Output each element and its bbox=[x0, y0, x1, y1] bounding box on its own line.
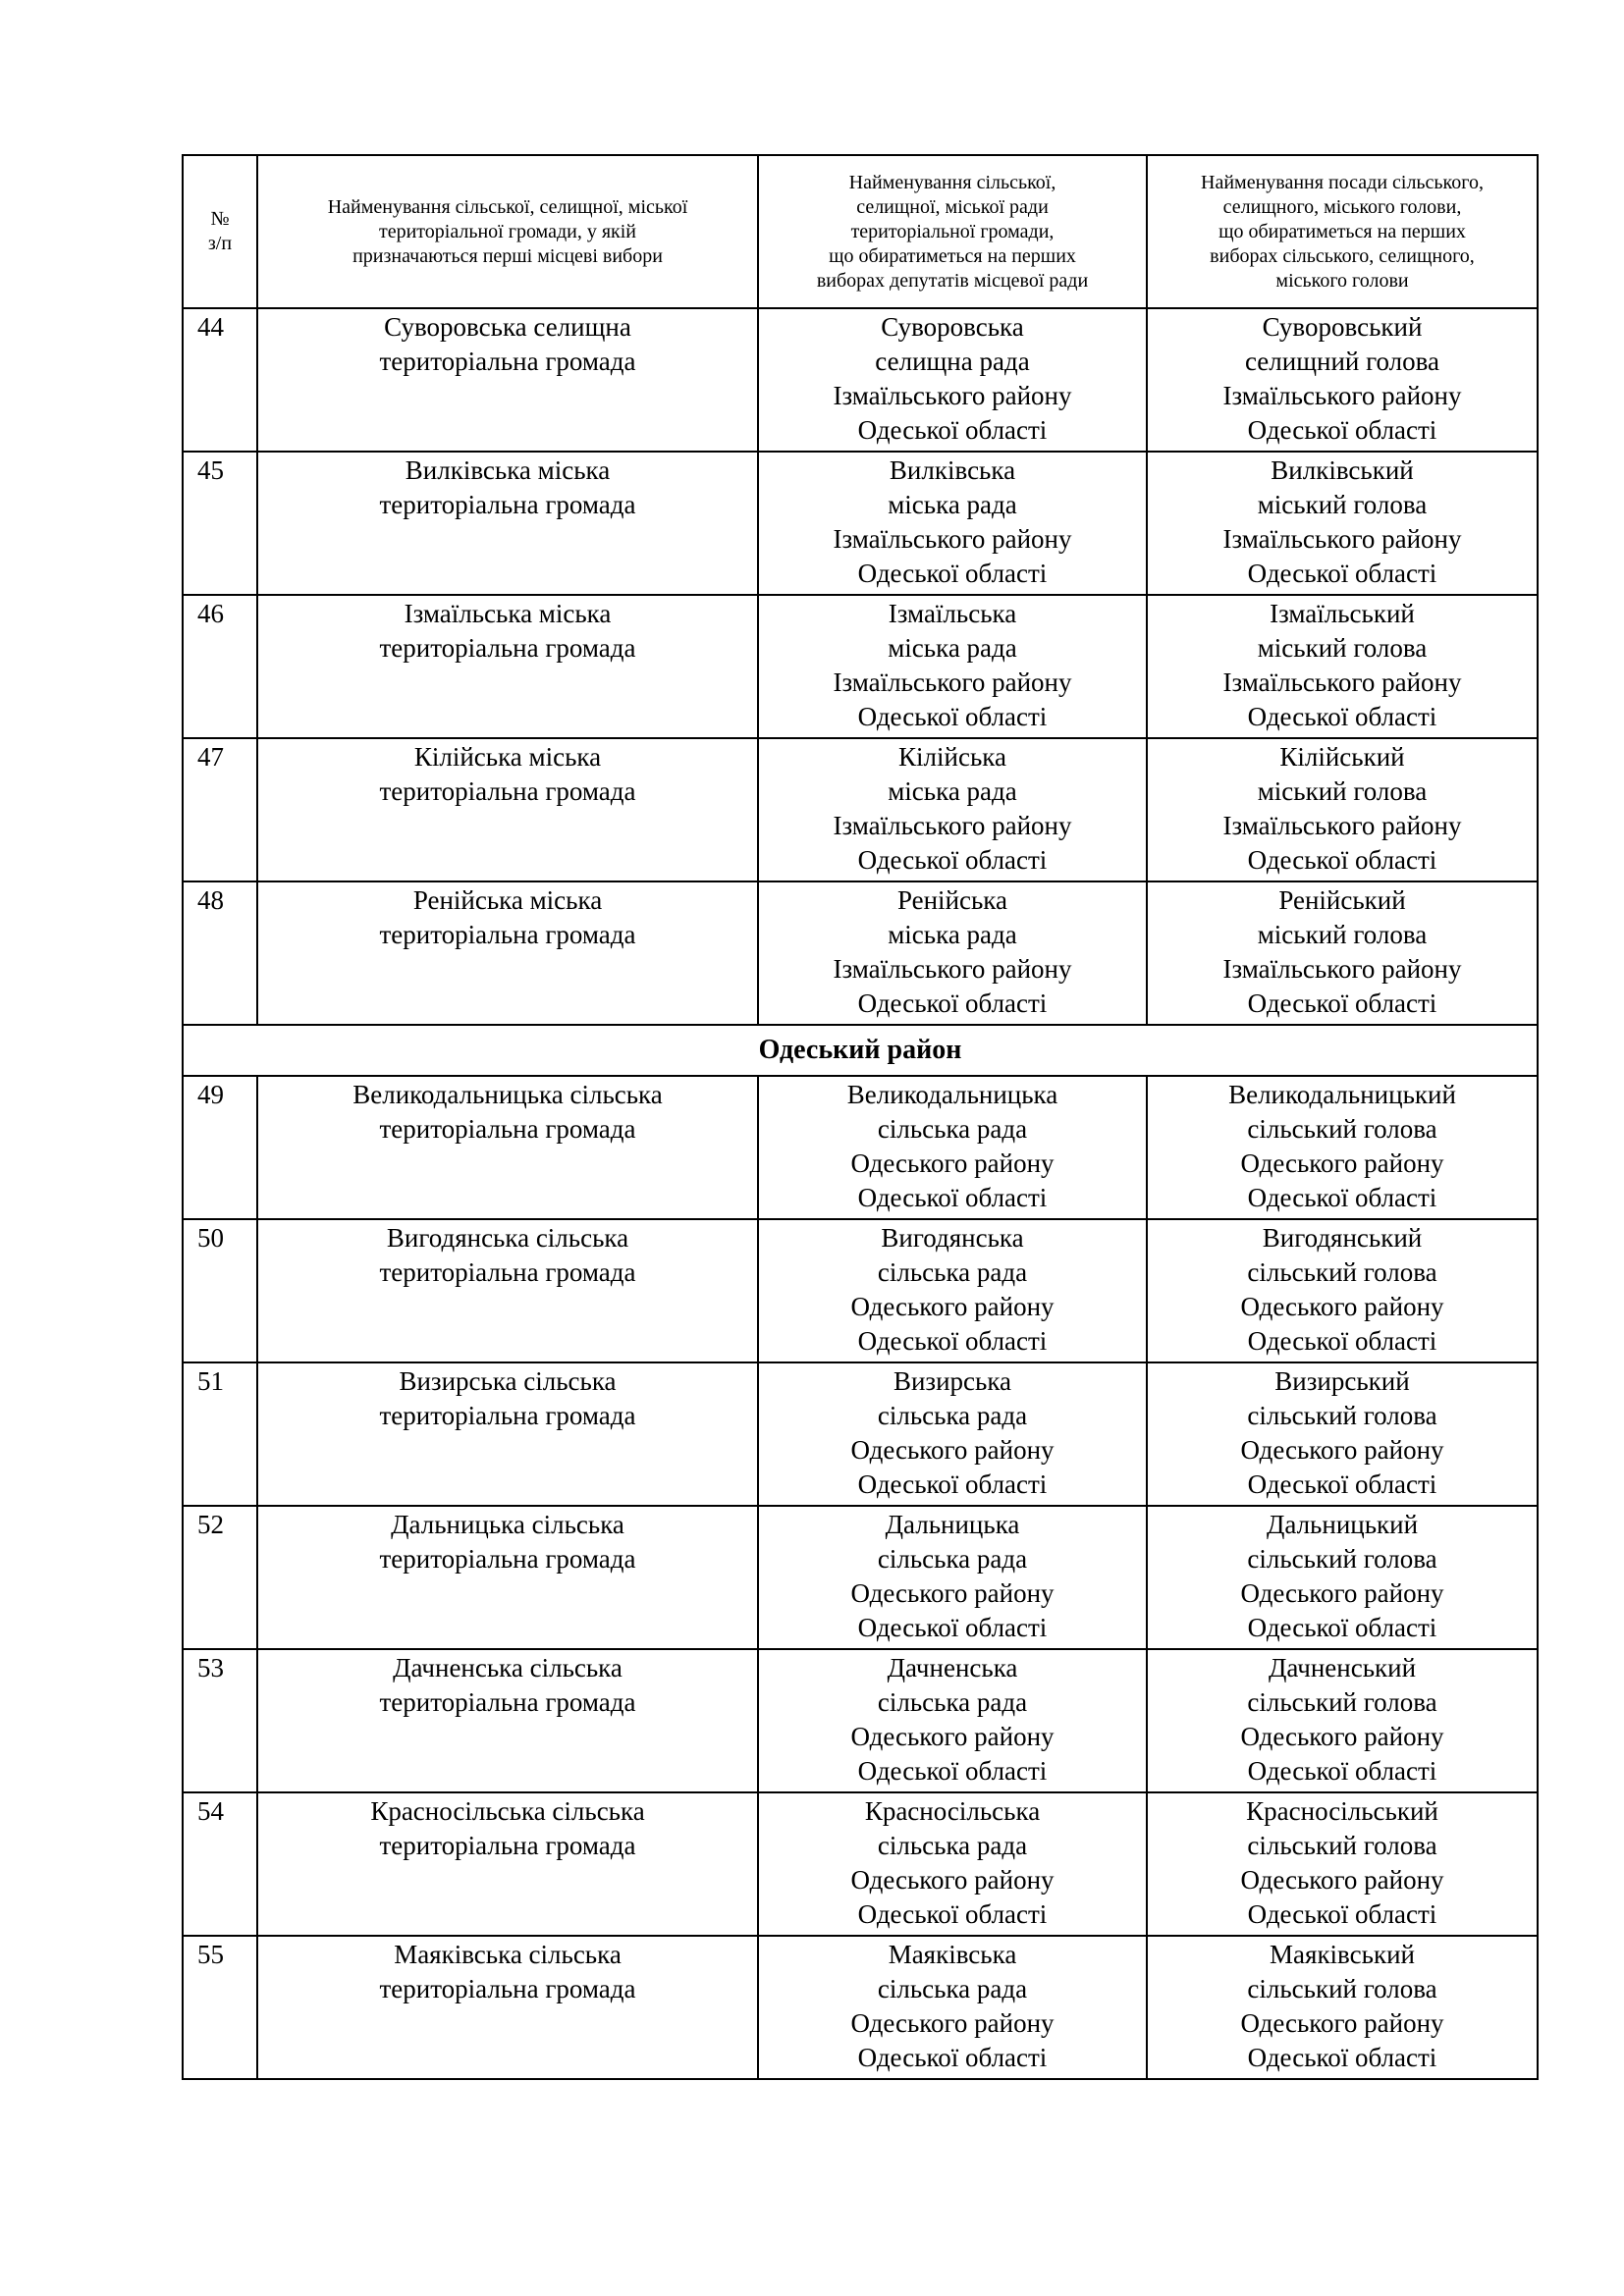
cell-line: Одеської області bbox=[1247, 2043, 1437, 2072]
row-number: 51 bbox=[183, 1362, 257, 1506]
cell-council bbox=[758, 881, 1147, 1025]
cell-head bbox=[1147, 1219, 1538, 1362]
cell-head bbox=[1147, 738, 1538, 881]
cell-line: Дальницький bbox=[1266, 1510, 1419, 1539]
cell-line: сільська рада bbox=[877, 1831, 1028, 1860]
cell-line: Великодальницька bbox=[846, 1080, 1058, 1109]
cell-line: Одеської області bbox=[1247, 1469, 1437, 1499]
cell-line: Визирська bbox=[893, 1366, 1012, 1396]
cell-line: територіальна громада bbox=[379, 1114, 636, 1144]
cell-line: сільський голова bbox=[1247, 1257, 1437, 1287]
cell-community bbox=[257, 738, 758, 881]
cell-line: сільська рада bbox=[877, 1257, 1028, 1287]
cell-head bbox=[1147, 881, 1538, 1025]
cell-line: Маяківський bbox=[1270, 1940, 1415, 1969]
cell-line: Маяківська bbox=[888, 1940, 1017, 1969]
cell-line: міський голова bbox=[1257, 776, 1428, 806]
cell-line: селищного, міського голови, bbox=[1222, 195, 1462, 218]
cell-line: міська рада bbox=[888, 490, 1017, 519]
cell-line: територіальна громада bbox=[379, 1831, 636, 1860]
cell-line: виборах депутатів місцевої ради bbox=[816, 269, 1089, 292]
cell-line: Одеського району bbox=[850, 2008, 1055, 2038]
table-row bbox=[183, 1936, 1538, 2079]
cell-line: селищна рада bbox=[875, 347, 1030, 376]
cell-community bbox=[257, 1936, 758, 2079]
cell-line: Дачненська bbox=[887, 1653, 1018, 1682]
row-number: 44 bbox=[183, 308, 257, 452]
cell-council bbox=[758, 308, 1147, 452]
cell-line: Найменування сільської, селищної, міської bbox=[327, 195, 688, 218]
header-number-symbol: № bbox=[210, 208, 230, 230]
cell-community bbox=[257, 1219, 758, 1362]
cell-line: Одеської області bbox=[857, 1469, 1048, 1499]
header-number-abbr: з/п bbox=[207, 233, 233, 254]
cell-head bbox=[1147, 1792, 1538, 1936]
cell-line: територіальна громада bbox=[379, 1544, 636, 1574]
row-number: 48 bbox=[183, 881, 257, 1025]
cell-line: Ізмаїльського району bbox=[833, 667, 1072, 697]
cell-line: Одеського району bbox=[1240, 2008, 1444, 2038]
cell-line: Одеського району bbox=[850, 1148, 1055, 1178]
cell-line: Вигодянська bbox=[881, 1223, 1024, 1253]
cell-line: Вилківська міська bbox=[405, 455, 611, 485]
table-row bbox=[183, 595, 1538, 738]
cell-line: Ізмаїльського району bbox=[1222, 667, 1462, 697]
cell-council bbox=[758, 452, 1147, 595]
cell-community bbox=[257, 308, 758, 452]
table-body-izmail bbox=[183, 308, 1538, 1025]
cell-line: Одеської області bbox=[857, 845, 1048, 875]
cell-line: міський голова bbox=[1257, 633, 1428, 663]
cell-line: Ізмаїльська міська bbox=[404, 599, 612, 628]
cell-line: Ізмаїльського району bbox=[1222, 954, 1462, 984]
cell-line: Одеської області bbox=[857, 702, 1048, 731]
cell-line: сільський голова bbox=[1247, 1687, 1437, 1717]
cell-community bbox=[257, 1506, 758, 1649]
cell-head bbox=[1147, 452, 1538, 595]
cell-line: Одеської області bbox=[1247, 1899, 1437, 1929]
cell-line: призначаються перші місцеві вибори bbox=[352, 244, 663, 267]
cell-council bbox=[758, 738, 1147, 881]
row-number: 49 bbox=[183, 1076, 257, 1219]
table-row bbox=[183, 1792, 1538, 1936]
elections-table bbox=[182, 154, 1539, 2080]
row-number: 46 bbox=[183, 595, 257, 738]
cell-line: Одеського району bbox=[1240, 1865, 1444, 1895]
cell-line: міська рада bbox=[888, 920, 1017, 949]
cell-line: територіальної громади, у якій bbox=[378, 220, 637, 242]
cell-line: Одеського району bbox=[850, 1865, 1055, 1895]
cell-line: Одеської області bbox=[857, 1326, 1048, 1356]
cell-line: Суворовський bbox=[1262, 312, 1423, 342]
cell-line: селищної, міської ради bbox=[856, 195, 1049, 218]
cell-line: Ренійський bbox=[1278, 885, 1406, 915]
header-number bbox=[183, 155, 257, 308]
table-header-row bbox=[183, 155, 1538, 308]
cell-council bbox=[758, 595, 1147, 738]
cell-line: сільський голова bbox=[1247, 1401, 1437, 1430]
cell-community bbox=[257, 452, 758, 595]
cell-line: Одеської області bbox=[857, 1183, 1048, 1212]
cell-line: Красносільський bbox=[1246, 1796, 1438, 1826]
cell-line: сільська рада bbox=[877, 1544, 1028, 1574]
cell-line: Одеської області bbox=[1247, 1326, 1437, 1356]
cell-line: Одеської області bbox=[1247, 1756, 1437, 1786]
row-number: 47 bbox=[183, 738, 257, 881]
cell-line: Великодальницький bbox=[1228, 1080, 1456, 1109]
cell-line: Ізмаїльського району bbox=[1222, 811, 1462, 840]
cell-line: Кілійська міська bbox=[413, 742, 602, 772]
cell-line: Суворовська селищна bbox=[384, 312, 631, 342]
cell-line: Дальницька bbox=[885, 1510, 1020, 1539]
cell-community bbox=[257, 1076, 758, 1219]
cell-council bbox=[758, 1362, 1147, 1506]
cell-line: Ізмаїльського району bbox=[1222, 524, 1462, 554]
cell-line: Вилківський bbox=[1271, 455, 1414, 485]
cell-council bbox=[758, 1792, 1147, 1936]
cell-community bbox=[257, 595, 758, 738]
table-row bbox=[183, 881, 1538, 1025]
row-number: 52 bbox=[183, 1506, 257, 1649]
cell-line: міська рада bbox=[888, 633, 1017, 663]
cell-line: Одеської області bbox=[1247, 415, 1437, 445]
header-community bbox=[257, 155, 758, 308]
cell-council bbox=[758, 1936, 1147, 2079]
cell-line: Визирська сільська bbox=[399, 1366, 617, 1396]
cell-line: Ізмаїльського району bbox=[1222, 381, 1462, 410]
cell-line: Кілійська bbox=[898, 742, 1006, 772]
cell-head bbox=[1147, 1362, 1538, 1506]
cell-line: територіальна громада bbox=[379, 920, 636, 949]
cell-line: територіальна громада bbox=[379, 633, 636, 663]
table-row bbox=[183, 452, 1538, 595]
cell-line: Вигодянський bbox=[1262, 1223, 1423, 1253]
cell-line: Одеського району bbox=[1240, 1435, 1444, 1465]
cell-line: селищний голова bbox=[1244, 347, 1439, 376]
cell-line: Ізмаїльського району bbox=[833, 954, 1072, 984]
cell-line: територіальна громада bbox=[379, 1257, 636, 1287]
cell-line: міського голови bbox=[1275, 269, 1409, 292]
table-row bbox=[183, 1649, 1538, 1792]
cell-line: Кілійський bbox=[1279, 742, 1405, 772]
cell-line: Маяківська сільська bbox=[394, 1940, 622, 1969]
cell-head bbox=[1147, 308, 1538, 452]
cell-line: Одеської області bbox=[1247, 1613, 1437, 1642]
cell-line: територіальна громада bbox=[379, 776, 636, 806]
table-section bbox=[183, 1025, 1538, 1076]
cell-line: Одеського району bbox=[850, 1722, 1055, 1751]
cell-line: Одеської області bbox=[857, 415, 1048, 445]
cell-line: територіальна громада bbox=[379, 1401, 636, 1430]
header-head bbox=[1147, 155, 1538, 308]
cell-line: Одеської області bbox=[1247, 1183, 1437, 1212]
table-row bbox=[183, 308, 1538, 452]
cell-line: Одеської області bbox=[1247, 559, 1437, 588]
cell-line: сільська рада bbox=[877, 1401, 1028, 1430]
cell-line: Ізмаїльського району bbox=[833, 381, 1072, 410]
cell-line: Красносільська bbox=[864, 1796, 1041, 1826]
cell-head bbox=[1147, 1649, 1538, 1792]
cell-head bbox=[1147, 1506, 1538, 1649]
cell-line: територіальна громада bbox=[379, 1974, 636, 2003]
cell-council bbox=[758, 1649, 1147, 1792]
cell-line: міська рада bbox=[888, 776, 1017, 806]
cell-line: міський голова bbox=[1257, 920, 1428, 949]
section-row bbox=[183, 1025, 1538, 1076]
cell-line: Одеського району bbox=[1240, 1148, 1444, 1178]
cell-head bbox=[1147, 1936, 1538, 2079]
cell-line: Великодальницька сільська bbox=[352, 1080, 663, 1109]
cell-line: сільський голова bbox=[1247, 1544, 1437, 1574]
cell-line: Ізмаїльський bbox=[1270, 599, 1415, 628]
cell-community bbox=[257, 1649, 758, 1792]
cell-line: територіальна громада bbox=[379, 490, 636, 519]
cell-line: Одеської області bbox=[857, 1613, 1048, 1642]
cell-line: Вилківська bbox=[889, 455, 1016, 485]
cell-line: Дачненський bbox=[1268, 1653, 1417, 1682]
cell-line: Суворовська bbox=[881, 312, 1024, 342]
cell-line: що обиратиметься на перших bbox=[829, 244, 1076, 267]
cell-line: Одеської області bbox=[857, 988, 1048, 1018]
cell-line: Одеської області bbox=[857, 2043, 1048, 2072]
row-number: 54 bbox=[183, 1792, 257, 1936]
cell-line: Дальницька сільська bbox=[391, 1510, 624, 1539]
cell-line: Найменування посади сільського, bbox=[1201, 171, 1484, 193]
cell-line: Одеської області bbox=[1247, 845, 1437, 875]
cell-line: Одеського району bbox=[850, 1435, 1055, 1465]
cell-line: сільський голова bbox=[1247, 1974, 1437, 2003]
section-title: Одеський район bbox=[183, 1025, 1538, 1076]
cell-line: Красносільська сільська bbox=[370, 1796, 645, 1826]
cell-line: Ізмаїльського району bbox=[833, 811, 1072, 840]
cell-line: що обиратиметься на перших bbox=[1218, 220, 1466, 242]
cell-line: Одеського району bbox=[1240, 1722, 1444, 1751]
row-number: 50 bbox=[183, 1219, 257, 1362]
cell-line: Одеської області bbox=[1247, 702, 1437, 731]
row-number: 55 bbox=[183, 1936, 257, 2079]
cell-line: Одеської області bbox=[857, 1756, 1048, 1786]
table-row bbox=[183, 1219, 1538, 1362]
table-row bbox=[183, 738, 1538, 881]
cell-line: міський голова bbox=[1257, 490, 1428, 519]
cell-head bbox=[1147, 1076, 1538, 1219]
cell-line: Ренійська bbox=[896, 885, 1008, 915]
cell-community bbox=[257, 881, 758, 1025]
cell-line: Одеського району bbox=[850, 1292, 1055, 1321]
cell-line: Одеської області bbox=[857, 559, 1048, 588]
cell-line: Дачненська сільська bbox=[393, 1653, 623, 1682]
table-row bbox=[183, 1362, 1538, 1506]
cell-line: Вигодянська сільська bbox=[386, 1223, 629, 1253]
cell-line: сільська рада bbox=[877, 1114, 1028, 1144]
cell-line: Одеського району bbox=[1240, 1578, 1444, 1608]
cell-council bbox=[758, 1076, 1147, 1219]
cell-line: сільський голова bbox=[1247, 1831, 1437, 1860]
row-number: 45 bbox=[183, 452, 257, 595]
cell-line: Одеського району bbox=[1240, 1292, 1444, 1321]
cell-line: Ізмаїльського району bbox=[833, 524, 1072, 554]
header-council bbox=[758, 155, 1147, 308]
table-row bbox=[183, 1506, 1538, 1649]
cell-council bbox=[758, 1219, 1147, 1362]
cell-line: Одеського району bbox=[850, 1578, 1055, 1608]
cell-line: виборах сільського, селищного, bbox=[1210, 244, 1475, 267]
row-number: 53 bbox=[183, 1649, 257, 1792]
cell-line: Ренійська міська bbox=[412, 885, 603, 915]
cell-line: Найменування сільської, bbox=[848, 171, 1056, 193]
cell-line: Одеської області bbox=[1247, 988, 1437, 1018]
cell-head bbox=[1147, 595, 1538, 738]
cell-line: Одеської області bbox=[857, 1899, 1048, 1929]
cell-council bbox=[758, 1506, 1147, 1649]
cell-community bbox=[257, 1792, 758, 1936]
cell-line: територіальна громада bbox=[379, 1687, 636, 1717]
cell-line: Визирський bbox=[1274, 1366, 1410, 1396]
cell-line: територіальної громади, bbox=[850, 220, 1055, 242]
cell-line: сільська рада bbox=[877, 1974, 1028, 2003]
cell-community bbox=[257, 1362, 758, 1506]
cell-line: сільський голова bbox=[1247, 1114, 1437, 1144]
table-body-odesa bbox=[183, 1076, 1538, 2079]
cell-line: територіальна громада bbox=[379, 347, 636, 376]
table-row bbox=[183, 1076, 1538, 1219]
cell-line: Ізмаїльська bbox=[888, 599, 1017, 628]
cell-line: сільська рада bbox=[877, 1687, 1028, 1717]
